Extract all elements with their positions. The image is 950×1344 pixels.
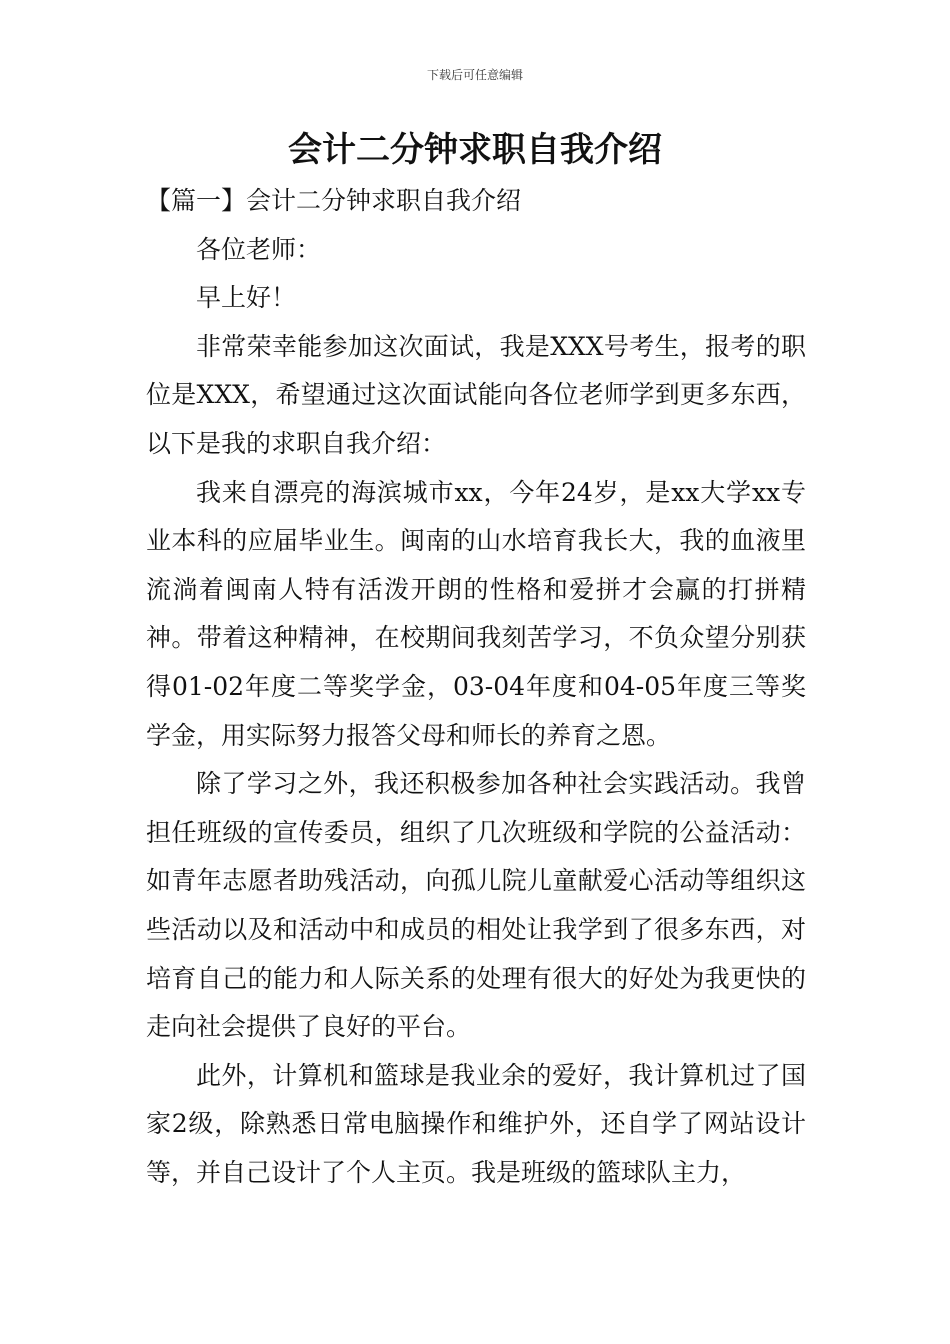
header-note: 下载后可任意编辑 — [426, 68, 523, 82]
greeting: 早上好！ — [196, 283, 297, 313]
section-heading: 【篇一】会计二分钟求职自我介绍 — [146, 186, 522, 215]
paragraph-background: 我来自漂亮的海滨城市xx，今年24岁，是xx大学xx专业本科的应届毕业生。闽南的山水培育我长大，我的血液里流淌着闽南人特有活泼开朗的性格和爱拼才会赢的打拼精神。带着这种精神，在校期间我刻苦学习，不负众望分别获得01-02年度二等奖学金，03-04年度和04-05年度三等奖学金，用实际努力报答父母和师长的养育之恩。 — [146, 477, 806, 750]
document-body — [146, 177, 806, 1197]
salutation: 各位老师： — [196, 234, 322, 264]
document-title: 会计二分钟求职自我介绍 — [288, 130, 662, 170]
paragraph-hobbies: 此外，计算机和篮球是我业余的爱好，我计算机过了国家2级，除熟悉日常电脑操作和维护外，还自学了网站设计等，并自己设计了个人主页。我是班级的篮球队主力， — [146, 1060, 806, 1187]
paragraph-activities: 除了学习之外，我还积极参加各种社会实践活动。我曾担任班级的宣传委员，组织了几次班级和学院的公益活动：如青年志愿者助残活动，向孤儿院儿童献爱心活动等组织这些活动以及和活动中和成员的相处让我学到了很多东西，对培育自己的能力和人际关系的处理有很大的好处为我更快的走向社会提供了良好的平台。 — [146, 769, 806, 1042]
paragraph-intro: 非常荣幸能参加这次面试，我是XXX号考生，报考的职位是XXX，希望通过这次面试能向各位老师学到更多东西，以下是我的求职自我介绍： — [146, 331, 806, 458]
